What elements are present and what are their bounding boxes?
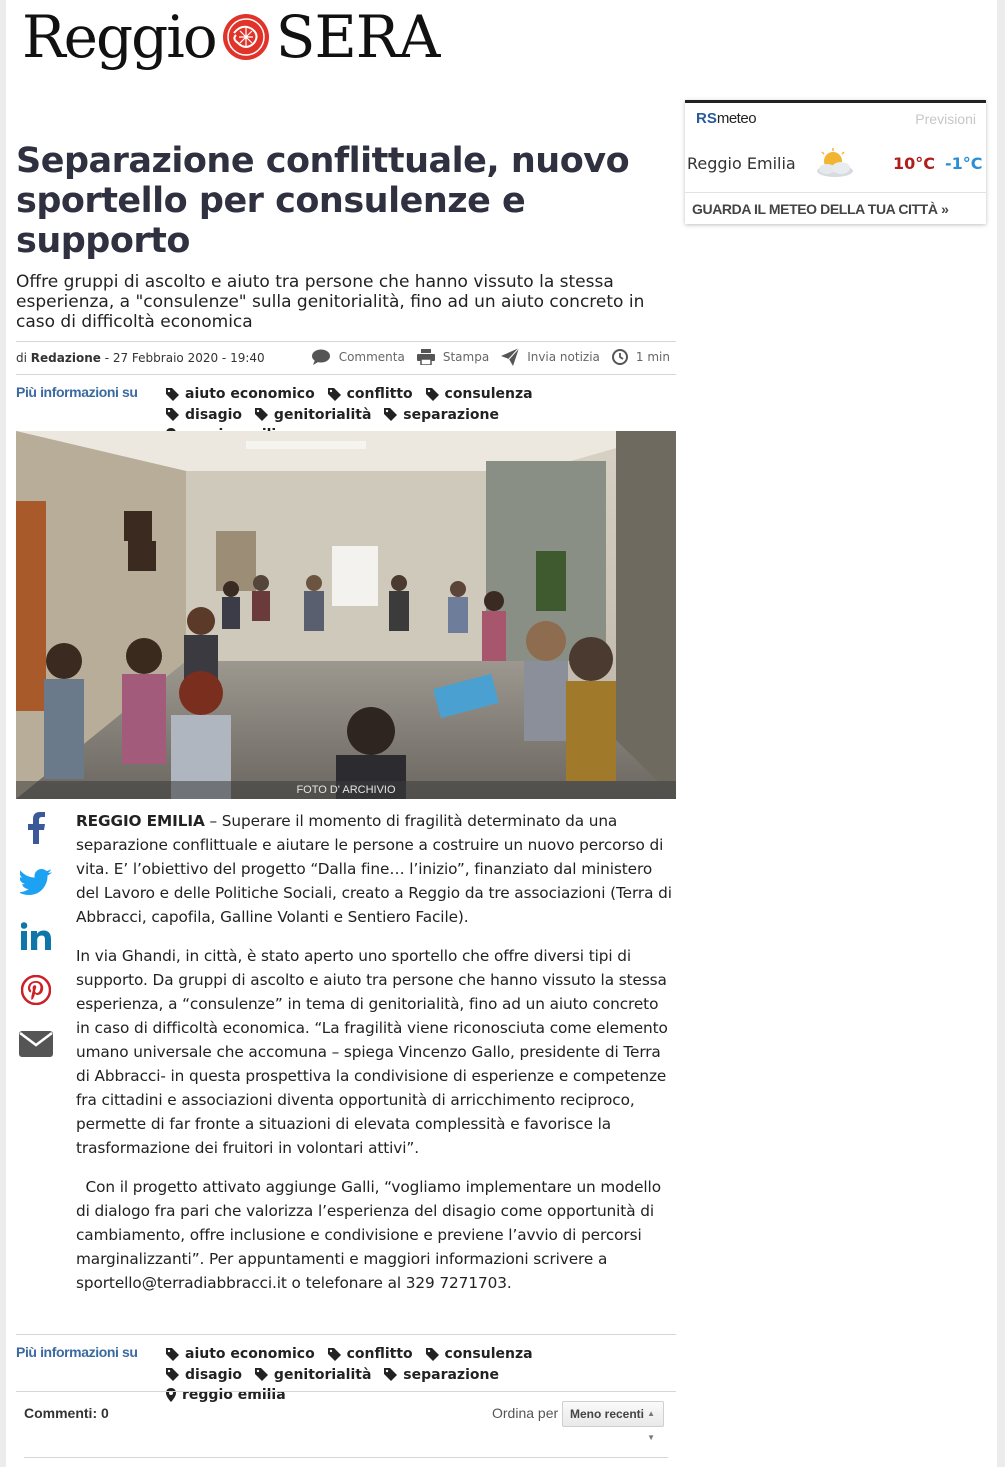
- tag-label: genitorialità: [273, 1366, 372, 1383]
- tag-icon: [255, 1368, 268, 1381]
- comment-icon: [311, 349, 331, 365]
- author-name[interactable]: Redazione: [30, 351, 101, 365]
- tag-icon: [166, 388, 179, 401]
- byline: [16, 351, 265, 365]
- article-meta-bar: [16, 341, 676, 375]
- select-arrows-icon: ▲ ▼: [647, 1409, 655, 1442]
- tag-label: consulenza: [444, 386, 533, 402]
- logo-word-left: Reggio: [22, 3, 216, 71]
- tag-label: disagio: [185, 406, 243, 423]
- logo-seal-icon: [222, 13, 270, 61]
- tag-label: aiuto economico: [185, 386, 315, 402]
- comments-count: Commenti: 0: [24, 1405, 109, 1421]
- share-linkedin-button[interactable]: [18, 918, 54, 954]
- share-pinterest-button[interactable]: [18, 972, 54, 1008]
- reading-time: [612, 349, 670, 365]
- tag-link[interactable]: [426, 1345, 533, 1363]
- share-facebook-button[interactable]: [18, 810, 54, 846]
- weather-brand-meteo: meteo: [716, 110, 757, 127]
- city-weather-link[interactable]: [692, 201, 948, 217]
- tags-section-bottom: [16, 1334, 676, 1403]
- tag-link[interactable]: [255, 1366, 371, 1384]
- publish-date: - 27 Febbraio 2020 - 19:40: [104, 351, 265, 365]
- tag-label: separazione: [403, 406, 499, 423]
- site-logo[interactable]: [22, 2, 439, 72]
- tag-link[interactable]: [255, 406, 371, 424]
- comment-label: Commenta: [338, 350, 405, 364]
- tag-label: aiuto economico: [185, 1346, 315, 1362]
- share-email-button[interactable]: [18, 1026, 54, 1062]
- dateline-place: REGGIO EMILIA: [76, 812, 205, 830]
- print-button[interactable]: [417, 349, 489, 365]
- tag-label: disagio: [185, 1366, 243, 1383]
- social-share-bar: [18, 810, 56, 1080]
- sort-select-value: Meno recenti: [570, 1407, 645, 1421]
- share-twitter-button[interactable]: [18, 864, 54, 900]
- paragraph-text: – Superare il momento di fragilità determinato da una separazione conflittuale e aiutare le persone a costruire un nuovo percorso di vita. E’ l’obiettivo del progetto “Dalla fine… l’inizio”, finanziato dal ministero del Lavoro e delle Politiche Sociali, creato a Reggio da tre associazioni (Terra di Abbracci, capofila, Galline Volanti e Sentiero Facile).: [76, 812, 672, 926]
- comments-divider: [24, 1457, 668, 1458]
- linkedin-icon: [21, 922, 51, 950]
- article-paragraph: In via Ghandi, in città, è stato aperto uno sportello che offre diversi tipi di supporto. Da gruppi di ascolto e aiuto tra persone che hanno vissuto la stessa esperienza, a “consulenze” in tema di genitorialità, fino ad un aiuto concreto in caso di difficoltà economica. “La fragilità viene riconosciuta come elemento umano universale che accomuna – spiega Vincenzo Gallo, presidente di Terra di Abbracci- in questa prospettiva la condivisione di esperienze e competenze fra cittadini e associazioni diventa opportunità di arricchimento reciproco, permette di far fronte a situazioni di elevata complessità e favorisce la trasformazione dei fruitori in volontari attivi”.: [76, 947, 668, 1157]
- tags-label: Più informazioni su: [16, 1344, 138, 1360]
- tag-link[interactable]: [426, 385, 533, 403]
- weather-widget: [685, 100, 986, 224]
- send-news-button[interactable]: [501, 348, 600, 366]
- clock-icon: [612, 349, 628, 365]
- tag-label: consulenza: [444, 1346, 533, 1362]
- tag-icon: [384, 1368, 397, 1381]
- weather-brand-rs: RS: [696, 110, 717, 127]
- article-paragraph: Con il progetto attivato aggiunge Galli, “vogliamo implementare un modello di dialogo fra pari che valorizza l’esperienza del disagio come opportunità di cambiamento, offre inclusione e condivisione e previene l’avvio di percorsi marginalizzanti”. Per appuntamenti e maggiori informazioni scrivere a sportello@terradiabbracci.it o telefonare al 329 7271703.: [76, 1178, 666, 1292]
- weather-city: Reggio Emilia: [687, 154, 796, 173]
- forecast-link[interactable]: Previsioni: [915, 111, 976, 127]
- tag-link[interactable]: [166, 1366, 242, 1384]
- tag-label: genitorialità: [273, 406, 372, 423]
- pinterest-icon: [21, 975, 51, 1005]
- tag-link[interactable]: [166, 1345, 315, 1363]
- tag-label: conflitto: [346, 386, 413, 402]
- tags-section-top: [16, 375, 676, 425]
- article-title: Separazione conflittuale, nuovo sportello per consulenze e supporto: [16, 141, 630, 261]
- tag-link[interactable]: [166, 385, 315, 403]
- page-frame-right: [997, 0, 1005, 1467]
- reading-time-label: 1 min: [635, 350, 670, 364]
- logo-word-right: SERA: [275, 3, 440, 71]
- tag-icon: [426, 1348, 439, 1361]
- tag-link[interactable]: [166, 406, 242, 424]
- comment-button[interactable]: [311, 349, 405, 365]
- tag-icon: [328, 1348, 341, 1361]
- tags-label: Più informazioni su: [16, 384, 138, 400]
- tag-icon: [384, 408, 397, 421]
- tag-icon: [166, 1368, 179, 1381]
- tag-icon: [328, 388, 341, 401]
- page-frame-left: [0, 0, 6, 1467]
- tag-icon: [255, 408, 268, 421]
- meeting-room-photo: [16, 431, 676, 799]
- article-body: [76, 809, 676, 1310]
- article-paragraph: [76, 809, 676, 929]
- print-label: Stampa: [442, 350, 490, 364]
- tag-link[interactable]: [328, 385, 413, 403]
- temperature-min: -1°C: [945, 154, 983, 173]
- tag-link[interactable]: [384, 406, 499, 424]
- tag-label: reggio emilia: [182, 1387, 286, 1403]
- tag-label: separazione: [403, 1366, 499, 1383]
- partly-cloudy-icon: [813, 147, 857, 179]
- send-icon: [501, 348, 519, 366]
- send-news-label: Invia notizia: [527, 350, 600, 364]
- sort-label: Ordina per: [492, 1405, 559, 1421]
- print-icon: [417, 349, 435, 365]
- tag-label: conflitto: [346, 1346, 413, 1362]
- article-tools: [299, 348, 670, 366]
- tag-link[interactable]: [328, 1345, 413, 1363]
- byline-prefix: di: [16, 351, 27, 365]
- tag-icon: [166, 408, 179, 421]
- tag-link[interactable]: [384, 1366, 499, 1384]
- twitter-icon: [20, 869, 52, 895]
- city-weather-link-label: GUARDA IL METEO DELLA TUA CITTÀ: [692, 201, 938, 217]
- sort-select[interactable]: [562, 1401, 664, 1442]
- double-chevron-right-icon: »: [941, 201, 949, 217]
- tag-icon: [166, 1348, 179, 1361]
- article-subtitle: Offre gruppi di ascolto e aiuto tra persone che hanno vissuto la stessa esperienza, a "consulenze" sulla genitorialità, fino ad un aiuto concreto in caso di difficoltà economica: [16, 272, 645, 332]
- temperature-max: 10°C: [893, 154, 936, 173]
- weather-brand[interactable]: [696, 110, 756, 127]
- comments-bar: [16, 1391, 676, 1442]
- email-icon: [19, 1031, 53, 1057]
- facebook-icon: [26, 812, 46, 844]
- photo-caption: FOTO D' ARCHIVIO: [16, 781, 676, 799]
- tag-icon: [426, 388, 439, 401]
- weather-divider: [685, 192, 986, 193]
- article-photo[interactable]: [16, 431, 676, 799]
